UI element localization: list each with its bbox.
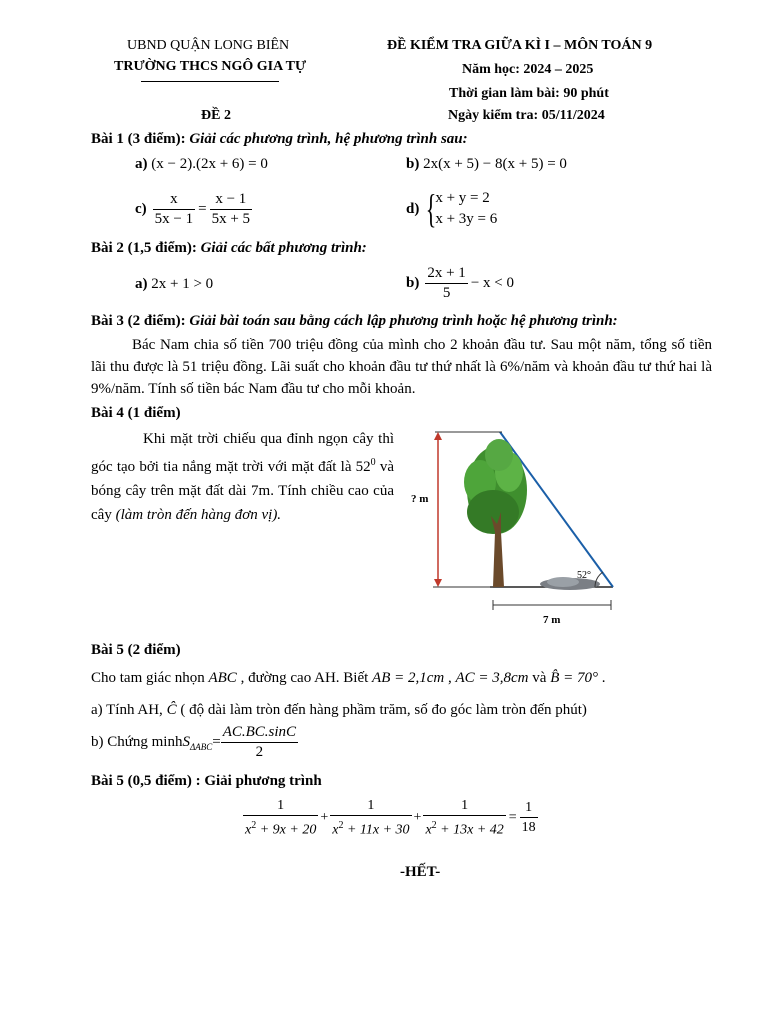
- fig-shadow-label: 7 m: [543, 614, 561, 626]
- bai5-part-a-label: a) Tính AH,: [91, 702, 167, 718]
- bai2-a-expr: 2x + 1 > 0: [151, 276, 214, 292]
- bai1-title: Bài 1 (3 điểm):: [91, 131, 190, 147]
- bai3-title: Bài 3 (2 điểm):: [91, 313, 190, 329]
- exam-duration: Thời gian làm bài: 90 phút: [449, 86, 609, 101]
- bai6-f2-rest: + 11x + 30: [343, 822, 410, 838]
- bai3-instruction: Giải bài toán sau bằng cách lập phương trình hoặc hệ phương trình:: [189, 313, 618, 329]
- exam-date: Ngày kiểm tra: 05/11/2024: [448, 108, 605, 123]
- bai2-b-rest: − x < 0: [470, 275, 514, 291]
- exam-code: ĐỀ 2: [201, 108, 231, 123]
- bai2-b-label: b): [406, 275, 420, 291]
- bai4-text: [91, 427, 394, 527]
- bai6-f1-num: 1: [243, 797, 318, 816]
- bai4-title: Bài 4 (1 điểm): [91, 405, 181, 421]
- bai6-fraction-1: $\frac{1}{x^2 + 9x + 20}$: [245, 798, 317, 838]
- bai5-part-b-eq: =: [212, 734, 221, 750]
- bai1-c: [135, 191, 252, 228]
- bai6-equation: [243, 797, 538, 839]
- bai5-part-a-rest: ( độ dài làm tròn đến hàng phầm trăm, số đo góc làm tròn đến phút): [176, 702, 587, 718]
- bai2-instruction: Giải các bất phương trình:: [200, 240, 367, 256]
- bai2-a-label: a): [135, 276, 148, 292]
- bai1-d-system: [435, 188, 497, 230]
- bai1-heading: [91, 131, 468, 148]
- bai2-b-den: 5: [442, 285, 451, 301]
- bai6-plus-1: +: [320, 809, 329, 825]
- bai1-c-equals: =: [198, 201, 207, 217]
- bai6-f3-rest: + 13x + 42: [436, 822, 504, 838]
- bai1-d: [406, 188, 497, 230]
- bai6-f3-x: x: [425, 822, 432, 838]
- height-arrow-top-icon: [434, 432, 442, 440]
- bai5-title: Bài 5 (2 điểm): [91, 642, 181, 658]
- end-marker: -HẾT-: [400, 864, 441, 880]
- bai1-a-expr: (x − 2).(2x + 6) = 0: [151, 156, 268, 172]
- bai5-part-b-sub: ΔABC: [189, 741, 213, 752]
- tree-shadow-highlight: [547, 577, 579, 587]
- bai1-a-label: a): [135, 156, 148, 172]
- bai5-part-b-s: S: [182, 734, 190, 750]
- bai3-text: Bác Nam chia số tiền 700 triệu đồng của mình cho 2 khoản đầu tư. Sau một năm, tổng số tiền lãi thu được là 51 triệu đồng. Lãi suất cho khoản đầu tư thứ nhất là 6%/năm và khoản đầu tư thứ hai là 9%/năm. Tính số tiền bác Nam đầu tư cho mỗi khoản.: [91, 337, 712, 397]
- district-name: UBND QUẬN LONG BIÊN: [127, 38, 290, 53]
- bai1-instruction: Giải các phương trình, hệ phương trình sau:: [189, 131, 468, 147]
- bai5-part-b-fraction: [221, 724, 298, 761]
- bai1-d-label: d): [406, 200, 420, 217]
- bai4-text-note: (làm tròn đến hàng đơn vị).: [115, 507, 282, 523]
- bai5-given-ac: AC = 3,8cm: [455, 670, 529, 686]
- bai1-d-eq2: x + 3y = 6: [435, 211, 498, 227]
- school-underline: [141, 81, 279, 82]
- bai5-intro: Cho tam giác nhọn: [91, 670, 209, 686]
- bai5-part-b-label: b) Chứng minh: [91, 734, 183, 750]
- school-name: TRƯỜNG THCS NGÔ GIA TỰ: [114, 59, 307, 74]
- bai2-b-num: 2x + 1: [425, 265, 467, 284]
- bai1-c-num1: x: [153, 191, 195, 210]
- bai4-text-b: và bóng cây trên mặt đất dài 7m. Tính chiều cao của cây: [91, 459, 394, 523]
- exam-title: ĐỀ KIỂM TRA GIỮA KÌ I – MÔN TOÁN 9: [387, 38, 653, 53]
- bai6-title: Bài 5 (0,5 điểm) : Giải phương trình: [91, 773, 322, 789]
- bai6-plus-2: +: [413, 809, 422, 825]
- bai5-and: và: [528, 670, 551, 686]
- bai1-a: [135, 156, 268, 173]
- bai6-fraction-2: $\frac{1}{x^2 + 11x + 30}$: [332, 798, 410, 838]
- bai2-title: Bài 2 (1,5 điểm):: [91, 240, 201, 256]
- bai5-part-b-den: 2: [255, 744, 264, 760]
- system-brace-icon: {: [426, 186, 437, 231]
- fig-angle-label: 52°: [577, 570, 591, 581]
- bai5-triangle: ABC: [208, 670, 237, 686]
- school-year: Năm học: 2024 – 2025: [462, 62, 594, 77]
- bai2-heading: [91, 240, 367, 257]
- bai6-f2-x: x: [332, 822, 339, 838]
- bai2-a: [135, 276, 213, 293]
- fig-height-label: ? m: [411, 493, 429, 505]
- bai4-degree-sup: 0: [370, 457, 376, 468]
- height-arrow-bottom-icon: [434, 579, 442, 587]
- bai1-b-label: b): [406, 156, 420, 172]
- bai6-f1-rest: + 9x + 20: [256, 822, 317, 838]
- bai5-sep: ,: [444, 670, 456, 686]
- bai5-given-angle: B̂ = 70°: [550, 670, 598, 686]
- bai1-b-expr: 2x(x + 5) − 8(x + 5) = 0: [423, 156, 567, 172]
- bai5-part-b-num: AC.BC.sinC: [221, 724, 298, 743]
- bai6-f2-num: 1: [330, 797, 411, 816]
- bai6-f3-num: 1: [423, 797, 505, 816]
- bai5-given: [91, 670, 605, 687]
- bai6-f4-num: 1: [520, 799, 538, 818]
- bai5-intro2: , đường cao AH. Biết: [236, 670, 373, 686]
- bai5-part-a-angle: Ĉ: [166, 702, 177, 718]
- tree-shadow-figure: [405, 420, 630, 630]
- bai1-d-eq1: x + y = 2: [435, 190, 490, 206]
- bai1-c-fraction-left: [153, 191, 195, 228]
- bai6-fraction-4: [520, 799, 538, 836]
- bai3-heading: [91, 313, 618, 330]
- bai6-equals: =: [508, 809, 517, 825]
- bai2-b-fraction: [425, 265, 467, 302]
- bai1-c-den1: 5x − 1: [154, 211, 194, 227]
- bai1-b: [406, 156, 567, 173]
- tree-icon: [464, 439, 527, 587]
- bai5-part-a: [91, 702, 587, 719]
- bai6-f1-x: x: [245, 822, 252, 838]
- bai5-given-ab: AB = 2,1cm: [372, 670, 445, 686]
- bai1-c-fraction-right: [210, 191, 252, 228]
- bai5-end: .: [597, 670, 606, 686]
- bai6-fraction-3: $\frac{1}{x^2 + 13x + 42}$: [425, 798, 504, 838]
- bai5-part-b: [91, 724, 298, 761]
- bai4-text-a: Khi mặt trời chiếu qua đỉnh ngọn cây thì góc tạo bởi tia nắng mặt trời với mặt đất là 52: [91, 431, 394, 475]
- bai1-c-num2: x − 1: [210, 191, 252, 210]
- bai6-f4-den: 18: [521, 820, 536, 836]
- bai1-c-den2: 5x + 5: [211, 211, 251, 227]
- bai1-c-label: c): [135, 201, 147, 217]
- bai2-b: [406, 265, 514, 302]
